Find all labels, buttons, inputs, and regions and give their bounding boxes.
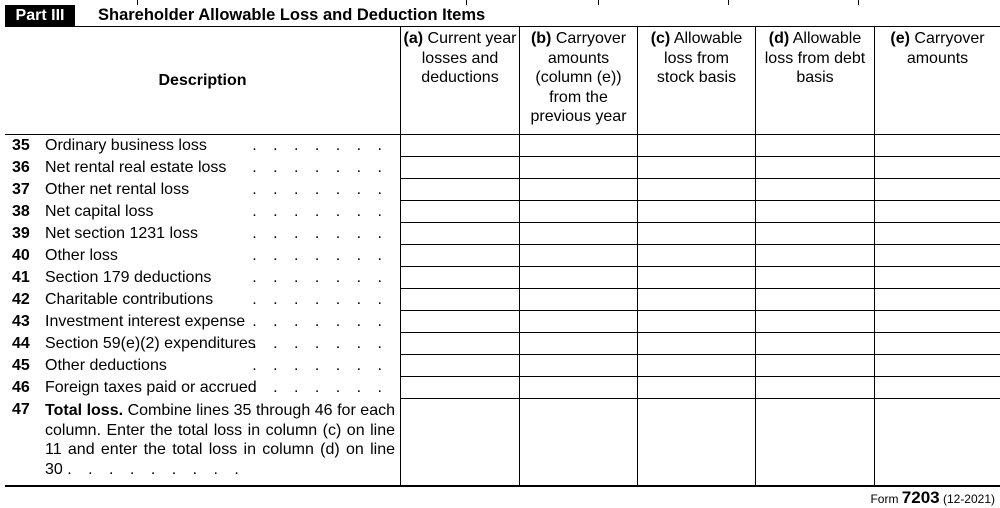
line-40-row xyxy=(5,245,1000,267)
leader-dots: . . . . . . . xyxy=(252,335,388,352)
amount-cell-e[interactable] xyxy=(874,289,1000,311)
amount-cell-a[interactable] xyxy=(400,201,519,223)
amount-cell-d[interactable] xyxy=(755,179,874,201)
line-37-row xyxy=(5,179,1000,201)
amount-cell-b[interactable] xyxy=(519,399,637,485)
leader-dots: . . . . . . . xyxy=(252,225,388,242)
line-number: 40 xyxy=(12,247,30,264)
line-47-row xyxy=(5,399,1000,485)
line-44-row xyxy=(5,333,1000,355)
amount-cell-b[interactable] xyxy=(519,179,637,201)
total-loss-instructions: Combine lines 35 through 46 for each column. Enter the total loss in column (c) on line 11 and enter the total loss in column (d) on line 30 xyxy=(45,402,396,478)
line-label: Investment interest expense xyxy=(45,313,246,330)
column-header-c xyxy=(637,27,755,134)
amount-cell-d[interactable] xyxy=(755,289,874,311)
line-number: 37 xyxy=(12,181,30,198)
amount-cell-a[interactable] xyxy=(400,245,519,267)
amount-cell-d[interactable] xyxy=(755,377,874,399)
amount-cell-a[interactable] xyxy=(400,377,519,399)
amount-cell-e[interactable] xyxy=(874,267,1000,289)
amount-cell-e[interactable] xyxy=(874,157,1000,179)
line-41-row xyxy=(5,267,1000,289)
line-number: 41 xyxy=(12,269,30,286)
line-number: 44 xyxy=(12,335,30,352)
amount-cell-e[interactable] xyxy=(874,399,1000,485)
line-number: 42 xyxy=(12,291,30,308)
leader-dots: . . . . . . . xyxy=(252,269,388,286)
amount-cell-c[interactable] xyxy=(637,333,755,355)
line-number: 45 xyxy=(12,357,30,374)
description-header: Description xyxy=(158,71,247,89)
amount-cell-e[interactable] xyxy=(874,245,1000,267)
line-45-row xyxy=(5,355,1000,377)
amount-cell-d[interactable] xyxy=(755,267,874,289)
column-header-e xyxy=(874,27,1000,134)
line-number: 46 xyxy=(12,379,30,396)
form-footer xyxy=(870,488,995,508)
amount-cell-a[interactable] xyxy=(400,355,519,377)
amount-cell-c[interactable] xyxy=(637,201,755,223)
column-key: (b) xyxy=(530,30,552,47)
amount-cell-e[interactable] xyxy=(874,201,1000,223)
amount-cell-c[interactable] xyxy=(637,135,755,157)
amount-cell-c[interactable] xyxy=(637,399,755,485)
line-number: 36 xyxy=(12,159,30,176)
line-42-row xyxy=(5,289,1000,311)
leader-dots: . . . . . . . xyxy=(252,203,388,220)
leader-dots: . . . . . . . xyxy=(252,159,388,176)
line-label: Other deductions xyxy=(45,357,167,374)
amount-cell-d[interactable] xyxy=(755,355,874,377)
amount-cell-d[interactable] xyxy=(755,311,874,333)
line-label: Net capital loss xyxy=(45,203,154,220)
column-label: Current year losses and deductions xyxy=(421,30,517,86)
amount-cell-c[interactable] xyxy=(637,245,755,267)
column-header-a xyxy=(400,27,519,134)
leader-dots: . . . . . . . xyxy=(252,247,388,264)
leader-dots: . . . . . . . xyxy=(252,313,388,330)
line-43-row xyxy=(5,311,1000,333)
line-number: 43 xyxy=(12,313,30,330)
column-key: (a) xyxy=(403,30,424,47)
amount-cell-d[interactable] xyxy=(755,245,874,267)
amount-cell-e[interactable] xyxy=(874,311,1000,333)
column-key: (d) xyxy=(768,30,790,47)
amount-cell-c[interactable] xyxy=(637,223,755,245)
amount-cell-c[interactable] xyxy=(637,179,755,201)
line-46-row xyxy=(5,377,1000,399)
amount-cell-a[interactable] xyxy=(400,157,519,179)
leader-dots: . . . . . . . xyxy=(252,379,388,396)
bottom-rule xyxy=(5,485,1000,487)
leader-dots: . . . . . . . xyxy=(252,291,388,308)
column-header-b xyxy=(519,27,637,134)
line-47-text: Total loss. Combine lines 35 through 46 for each column. Enter the total loss in column (c) on line 11 and enter the total loss in column (d) on line 30 . . . . . . . . . xyxy=(45,402,396,478)
column-header-d xyxy=(755,27,874,134)
form-number: 7203 xyxy=(901,488,940,507)
amount-cell-e[interactable] xyxy=(874,333,1000,355)
amount-cell-b[interactable] xyxy=(519,135,637,157)
line-label: Ordinary business loss xyxy=(45,137,207,154)
amount-cell-a[interactable] xyxy=(400,333,519,355)
leader-dots: . . . . . . . xyxy=(252,181,388,198)
line-label: Section 59(e)(2) expenditures xyxy=(45,335,256,352)
column-label: Carryover amounts xyxy=(906,30,985,67)
line-36-row xyxy=(5,157,1000,179)
amount-cell-a[interactable] xyxy=(400,135,519,157)
line-number: 39 xyxy=(12,225,30,242)
line-label: Net section 1231 loss xyxy=(45,225,198,242)
amount-cell-e[interactable] xyxy=(874,355,1000,377)
line-label: Foreign taxes paid or accrued xyxy=(45,379,257,396)
amount-cell-a[interactable] xyxy=(400,223,519,245)
amount-cell-c[interactable] xyxy=(637,355,755,377)
amount-cell-a[interactable] xyxy=(400,399,519,485)
column-label: Allowable loss from debt basis xyxy=(764,30,866,86)
line-number: 47 xyxy=(12,401,30,418)
leader-dots: . . . . . . . xyxy=(252,357,388,374)
amount-cell-c[interactable] xyxy=(637,377,755,399)
amount-cell-d[interactable] xyxy=(755,201,874,223)
amount-cell-b[interactable] xyxy=(519,333,637,355)
amount-cell-d[interactable] xyxy=(755,135,874,157)
amount-cell-d[interactable] xyxy=(755,223,874,245)
leader-dots: . . . . . . . xyxy=(252,137,388,154)
amount-cell-a[interactable] xyxy=(400,179,519,201)
column-label: Allowable loss from stock basis xyxy=(656,30,743,86)
amount-cell-e[interactable] xyxy=(874,135,1000,157)
column-key: (e) xyxy=(890,30,910,47)
total-loss-label: Total loss. xyxy=(45,402,124,419)
amount-cell-b[interactable] xyxy=(519,201,637,223)
amount-cell-b[interactable] xyxy=(519,355,637,377)
line-38-row xyxy=(5,201,1000,223)
line-label: Other net rental loss xyxy=(45,181,190,198)
amount-cell-a[interactable] xyxy=(400,289,519,311)
line-number: 38 xyxy=(12,203,30,220)
amount-cell-b[interactable] xyxy=(519,245,637,267)
amount-cell-d[interactable] xyxy=(755,399,874,485)
line-label: Net rental real estate loss xyxy=(45,159,227,176)
line-label: Charitable contributions xyxy=(45,291,214,308)
amount-cell-b[interactable] xyxy=(519,267,637,289)
amount-cell-d[interactable] xyxy=(755,333,874,355)
amount-cell-a[interactable] xyxy=(400,267,519,289)
line-label: Section 179 deductions xyxy=(45,269,212,286)
column-label: Carryover amounts (column (e)) from the previous year xyxy=(530,30,627,125)
line-39-row xyxy=(5,223,1000,245)
amount-cell-d[interactable] xyxy=(755,157,874,179)
form-label: Form xyxy=(870,492,899,506)
part-badge: Part III xyxy=(5,5,75,26)
amount-cell-b[interactable] xyxy=(519,289,637,311)
amount-cell-c[interactable] xyxy=(637,289,755,311)
line-35-row xyxy=(5,135,1000,157)
part-title: Shareholder Allowable Loss and Deduction Items xyxy=(98,6,486,24)
line-label: Other loss xyxy=(45,247,118,264)
loss-deduction-table xyxy=(5,27,1000,485)
line-number: 35 xyxy=(12,137,30,154)
amount-cell-e[interactable] xyxy=(874,179,1000,201)
amount-cell-c[interactable] xyxy=(637,311,755,333)
amount-cell-a[interactable] xyxy=(400,311,519,333)
amount-cell-e[interactable] xyxy=(874,223,1000,245)
amount-cell-e[interactable] xyxy=(874,377,1000,399)
amount-cell-c[interactable] xyxy=(637,157,755,179)
amount-cell-b[interactable] xyxy=(519,223,637,245)
part-header xyxy=(5,5,1000,26)
amount-cell-b[interactable] xyxy=(519,157,637,179)
column-key: (c) xyxy=(650,30,671,47)
amount-cell-c[interactable] xyxy=(637,267,755,289)
amount-cell-b[interactable] xyxy=(519,377,637,399)
amount-cell-b[interactable] xyxy=(519,311,637,333)
form-revision: (12-2021) xyxy=(942,492,995,506)
